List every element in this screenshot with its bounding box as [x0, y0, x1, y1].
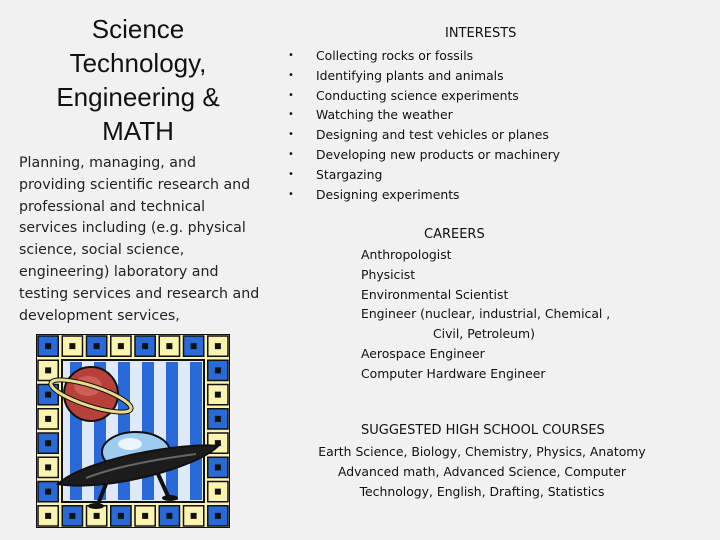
bullet-icon: •: [288, 168, 294, 180]
border-dot: [94, 343, 100, 349]
border-dot: [215, 416, 221, 422]
career-item: Civil, Petroleum): [433, 326, 535, 342]
courses-line: Advanced math, Advanced Science, Computer: [337, 464, 627, 479]
courses-heading: SUGGESTED HIGH SCHOOL COURSES: [361, 423, 605, 438]
border-dot: [45, 464, 51, 470]
courses-line: Earth Science, Biology, Chemistry, Physics, Anatomy: [318, 444, 646, 459]
border-dot: [142, 513, 148, 519]
border-dot: [45, 367, 51, 373]
border-dot: [69, 513, 75, 519]
interest-text: Identifying plants and animals: [316, 67, 504, 83]
description-line: Planning, managing, and: [19, 155, 196, 171]
border-dot: [142, 343, 148, 349]
description-line: services including (e.g. physical: [19, 220, 246, 237]
interest-text: Designing experiments: [316, 186, 460, 202]
list-item: [288, 165, 560, 185]
interest-text: Watching the weather: [316, 107, 453, 123]
border-dot: [191, 343, 197, 349]
bullet-icon: •: [288, 148, 294, 160]
list-item: [288, 125, 560, 145]
border-dot: [45, 440, 51, 446]
list-item: [288, 86, 560, 106]
career-item: Engineer (nuclear, industrial, Chemical ,: [361, 306, 611, 322]
interests-heading: INTERESTS: [445, 26, 517, 41]
careers-heading: CAREERS: [424, 227, 485, 242]
planet-and-ufo-clipart: [36, 334, 230, 528]
border-dot: [69, 343, 75, 349]
career-item: Physicist: [361, 266, 416, 282]
description-line: providing scientific research and: [19, 176, 251, 193]
border-dot: [215, 464, 221, 470]
bullet-icon: •: [288, 50, 294, 61]
list-item: [288, 66, 560, 86]
bullet-icon: •: [288, 69, 294, 81]
bullet-icon: •: [288, 109, 294, 121]
title-line: Science: [91, 14, 185, 44]
page-title: [20, 12, 256, 148]
cluster-description: [19, 153, 269, 327]
description-line: testing services and research and: [19, 285, 260, 302]
description-line: development services,: [19, 307, 180, 324]
border-dot: [118, 513, 124, 519]
bullet-icon: •: [288, 188, 294, 200]
border-dot: [45, 416, 51, 422]
courses-line: Technology, English, Drafting, Statistics: [359, 484, 605, 499]
courses-text: [310, 442, 654, 502]
border-dot: [45, 343, 51, 349]
border-dot: [215, 489, 221, 495]
title-line: Technology,: [69, 48, 207, 78]
careers-list: [361, 245, 621, 384]
interests-list: [288, 46, 560, 204]
career-item: Environmental Scientist: [361, 286, 509, 302]
description-line: engineering) laboratory and: [19, 263, 219, 280]
interest-text: Developing new products or machinery: [316, 146, 560, 162]
bullet-icon: •: [288, 129, 294, 141]
list-item: [288, 185, 560, 205]
border-dot: [45, 489, 51, 495]
career-item: Computer Hardware Engineer: [361, 365, 546, 381]
border-dot: [215, 513, 221, 519]
interest-text: Designing and test vehicles or planes: [316, 127, 549, 143]
title-line: Engineering &: [56, 82, 220, 112]
title-line: MATH: [102, 116, 174, 146]
interest-text: Conducting science experiments: [316, 87, 519, 103]
list-item: [288, 46, 560, 66]
border-dot: [45, 513, 51, 519]
list-item: [288, 105, 560, 125]
list-item: [288, 145, 560, 165]
border-dot: [94, 513, 100, 519]
border-dot: [215, 343, 221, 349]
interest-text: Collecting rocks or fossils: [316, 48, 474, 63]
interest-text: Stargazing: [316, 166, 383, 182]
border-dot: [118, 343, 124, 349]
border-dot: [191, 513, 197, 519]
career-item: Anthropologist: [361, 247, 452, 262]
description-line: science, social science,: [19, 242, 185, 259]
border-dot: [215, 367, 221, 373]
bullet-icon: •: [288, 89, 294, 101]
border-dot: [166, 343, 172, 349]
career-item: Aerospace Engineer: [361, 345, 485, 361]
border-dot: [45, 392, 51, 398]
border-dot: [166, 513, 172, 519]
description-line: professional and technical: [19, 198, 206, 215]
border-dot: [215, 392, 221, 398]
